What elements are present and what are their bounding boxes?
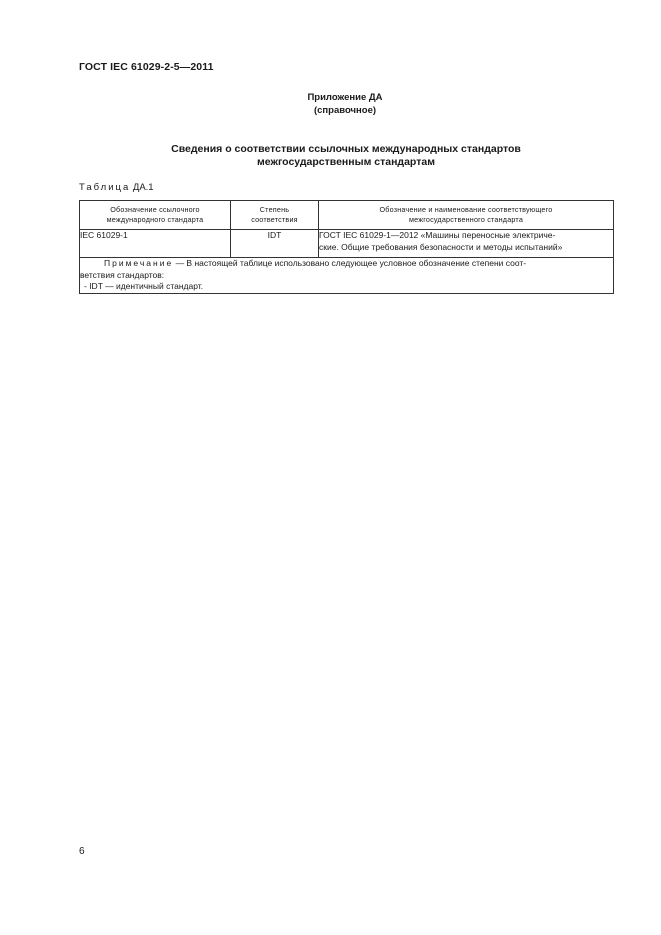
table-note-row <box>80 258 614 294</box>
table-header-cell <box>231 201 319 230</box>
table-header-cell <box>319 201 614 230</box>
note-text: — В настоящей таблице использовано следующее условное обозначение степени соот- <box>173 258 527 268</box>
table-header-line: Обозначение и наименование соответствующего <box>379 205 553 214</box>
note-list-item: - IDT — идентичный стандарт. <box>84 281 204 291</box>
annex-heading <box>0 92 661 117</box>
table-header-line: соответствия <box>251 215 298 224</box>
table-note <box>80 258 614 294</box>
note-line <box>80 258 613 270</box>
page-number: 6 <box>79 846 85 857</box>
standards-table <box>79 200 614 294</box>
note-line: ветствия стандартов: <box>80 269 165 280</box>
table-header-row <box>80 201 614 230</box>
table-header-line: международного стандарта <box>106 215 204 224</box>
interstate-standard-cell <box>319 230 614 258</box>
section-title-line1: Сведения о соответствии ссылочных международных стандартов <box>171 143 521 155</box>
document-header: ГОСТ IEC 61029-2-5—2011 <box>79 61 214 73</box>
table-caption <box>79 182 154 193</box>
annex-subtitle: (справочное) <box>313 104 377 116</box>
table-header-cell <box>80 201 231 230</box>
interstate-standard-line: ГОСТ IEC 61029-1—2012 «Машины переносные электриче- <box>319 230 556 240</box>
table-caption-id: ДА.1 <box>132 182 154 193</box>
table-header-line: Степень <box>259 205 290 214</box>
annex-title: Приложение ДА <box>307 92 383 103</box>
table-row <box>80 230 614 258</box>
section-title <box>0 143 661 169</box>
note-label: Примечание <box>104 258 174 268</box>
conformity-cell: IDT <box>231 230 319 258</box>
international-standard-cell: IEC 61029-1 <box>80 230 231 258</box>
interstate-standard-line: ские. Общие требования безопасности и методы испытаний» <box>319 241 563 252</box>
table-header-line: межгосударственного стандарта <box>408 215 524 224</box>
section-title-line2: межгосударственным стандартам <box>257 156 435 168</box>
table-caption-word: Таблица <box>79 182 131 193</box>
table-header-line: Обозначение ссылочного <box>110 205 200 214</box>
